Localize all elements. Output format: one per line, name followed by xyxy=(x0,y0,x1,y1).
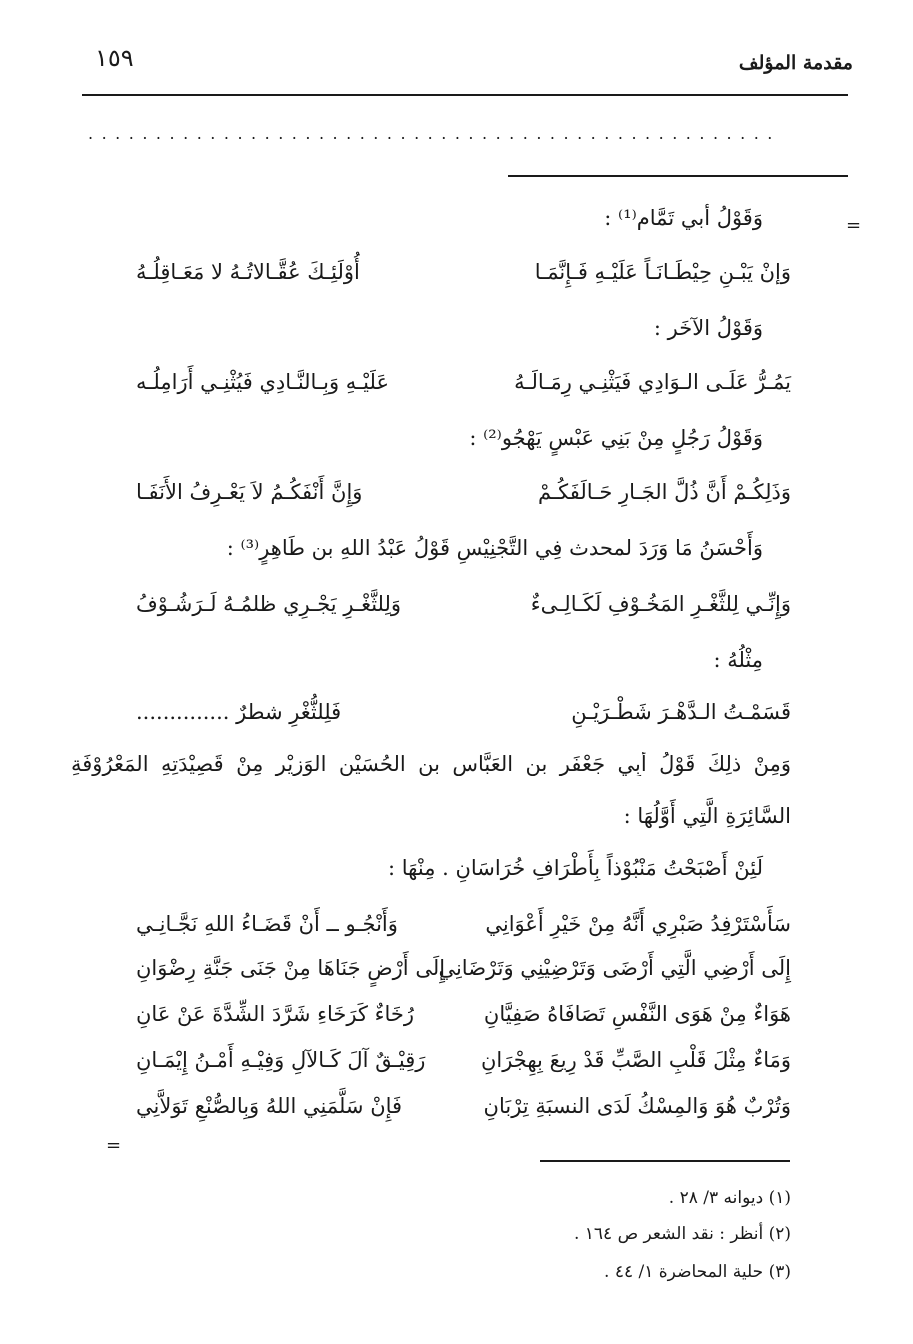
verse5-right-hemistich: قَسَمْـتُ الـدَّهْـرَ شَطْـرَيْـنِ xyxy=(571,700,791,724)
footnote-3: (٣) حلية المحاضرة ١/ ٤٤ . xyxy=(604,1262,791,1282)
verse6-4-right-hemistich: وَمَاءٌ مِثْلَ قَلْبِ الصَّبِّ قَدْ رِيعَ بِهِجْرَانِ xyxy=(480,1048,791,1072)
verse6-5-left-hemistich: فَإِنْ سَلَّمَنِي اللهُ وَبِالصُّنْعِ تَوَلاَّنِي xyxy=(136,1094,403,1118)
page-number: ١٥٩ xyxy=(95,44,134,72)
verse4-left-hemistich: وَلِلثَّغْـرِ يَجْـرِي ظلمُـهُ لَـرَشُـوْفُ xyxy=(136,592,402,616)
intro-akhar: وَقَوْلُ الآخَر : xyxy=(653,316,763,340)
verse6-4-left-hemistich: رَقِيْـقٌ آلَ كَـالآلِ وَفِيْـهِ أَمْـنُ إِيْمَـانِ xyxy=(136,1048,426,1072)
verse6-2-left-hemistich: إِلَى أَرْضٍ جَنَاهَا مِنْ جَنَى جَنَّةِ رِضْوَانِ xyxy=(136,956,446,980)
header-rule xyxy=(82,94,848,96)
verse4-right-hemistich: وَإِنِّـي لِلثَّغْـرِ المَخُـوْفِ لَكَـالِـىءٌ xyxy=(530,592,791,616)
intro-abi-tammam: وَقَوْلُ أبي تَمَّام⁽¹⁾ : xyxy=(604,206,763,230)
verse6-1-left-hemistich: وَأَنْجُـو ــ أَنْ قَضَـاءُ اللهِ نَجَّـانِـي xyxy=(136,912,398,936)
verse3-left-hemistich: وَإِنَّ أَنْفَكُـمُ لاَ يَعْـرِفُ الأَنَفَـا xyxy=(136,480,363,504)
intro-tajnis: وَأَحْسَنُ مَا وَرَدَ لمحدث فِي التَّجْنِيْسِ قَوْلُ عَبْدُ اللهِ بن طَاهِرٍ⁽³⁾ : xyxy=(226,536,763,560)
verse2-right-hemistich: يَمُـرُّ عَلَـى الـوَادِي فَيَثْنِـي رِمَـالَـهُ xyxy=(514,370,791,394)
section-rule xyxy=(508,175,848,177)
paragraph-line: السَّائِرَةِ الَّتِي أَوَّلُهَا : xyxy=(623,804,791,828)
paragraph-line: لَئِنْ أَصْبَحْتُ مَنْبُوْذاً بِأَطْرَافِ خُرَاسَانِ . مِنْهَا : xyxy=(388,856,763,880)
footnote-1: (١) ديوانه ٣/ ٢٨ . xyxy=(668,1188,791,1208)
verse6-3-left-hemistich: رُخَاءٌ كَرَخَاءِ شَرَّدَ الشِّدَّةَ عَنْ عَانِ xyxy=(136,1002,415,1026)
footnote-rule xyxy=(540,1160,790,1162)
verse2-left-hemistich: عَلَيْـهِ وَبِـالنَّـادِي فَيُثْنِـي أَرَامِلُـه xyxy=(136,370,389,394)
verse3-right-hemistich: وَذَلِكُـمْ أَنَّ ذُلَّ الجَـارِ حَـالَفَكُـمْ xyxy=(538,480,791,504)
verse6-3-right-hemistich: هَوَاءٌ مِنْ هَوَى النَّفْسِ تَصَافَاهُ صَفِيَّانِ xyxy=(483,1002,791,1026)
margin-mark-bottom: = xyxy=(106,1135,122,1156)
mithluhu-label: مِثْلُهُ : xyxy=(713,648,763,672)
paragraph-line: وَمِنْ ذلِكَ قَوْلُ أَبِي جَعْفَرِ بنِ العَبَّاس بن الحُسَيْنِ الوَزِيْرِ مِنْ قَصِيْدَتِهِ المَعْرُوْفَةِ xyxy=(71,752,791,776)
margin-mark-top: = xyxy=(846,215,862,236)
verse6-2-right-hemistich: إِلَى أَرْضِي الَّتِي أَرْضَى وَتَرْضِيْنِي وَتَرْضَانِي xyxy=(438,956,791,980)
verse5-left-hemistich: فَلِلثُّغْرِ شطرٌ .............. xyxy=(136,700,342,724)
verse1-right-hemistich: وَإنْ يَبْـنِ حِيْطَـانَـاً عَلَيْـهِ فَـإِنَّمَـا xyxy=(534,260,791,284)
dot-leader: ................................................... xyxy=(88,124,781,143)
verse6-1-right-hemistich: سَأَسْتَرْفِدُ صَبْرِي أَنَّهُ مِنْ خَيْرِ أَعْوَانِي xyxy=(485,912,791,936)
intro-bani-abs: وَقَوْلُ رَجُلٍ مِنْ بَنِي عَبْسٍ يَهْجُو⁽²⁾ : xyxy=(469,426,763,450)
footnote-2: (٢) أنظر : نقد الشعر ص ١٦٤ . xyxy=(573,1224,791,1244)
verse6-5-right-hemistich: وَتُرْبٌ هُوَ وَالمِسْكُ لَدَى النسبَةِ تِرْبَانِ xyxy=(483,1094,791,1118)
verse1-left-hemistich: أُوْلَئِـكَ عُقَّـالاتُـهُ لا مَعَـاقِلُـهُ xyxy=(136,260,360,284)
running-header-title: مقدمة المؤلف xyxy=(738,52,853,74)
